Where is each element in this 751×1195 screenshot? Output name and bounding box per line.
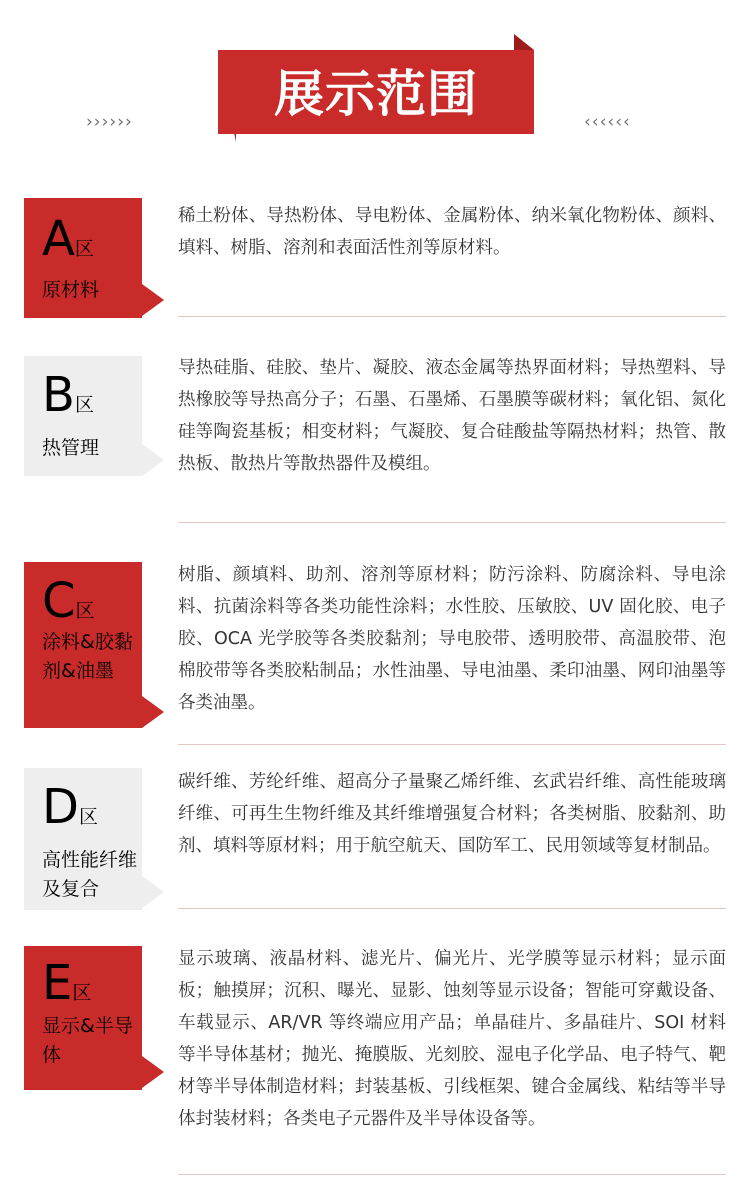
zone-letter: A <box>42 211 75 267</box>
zone-label: 原材料 <box>42 279 100 301</box>
zone-suffix: 区 <box>78 806 98 828</box>
zone-letter: C <box>42 573 76 629</box>
header-banner <box>216 34 536 144</box>
zone-tag-b <box>24 356 162 476</box>
zone-letter: E <box>42 955 73 1011</box>
page-title: 展示范围 <box>274 65 478 123</box>
zone-letter: B <box>42 367 75 423</box>
right-chevrons-decoration: ‹‹‹‹‹‹ <box>584 112 631 132</box>
zone-description: 导热硅脂、硅胶、垫片、凝胶、液态金属等热界面材料；导热塑料、导热橡胶等导热高分子；石墨、石墨烯、石墨膜等碳材料；氧化铝、氮化硅等陶瓷基板；相变材料；气凝胶、复合硅酸盐等隔热材料；热管、散热板、散热片等散热器件及模组。 <box>178 358 726 474</box>
zone-label: 涂料&胶黏剂&油墨 <box>42 631 133 682</box>
zone-suffix: 区 <box>74 394 94 416</box>
zone-label: 显示&半导体 <box>42 1015 133 1066</box>
zone-letter: D <box>42 779 79 835</box>
zone-description: 显示玻璃、液晶材料、滤光片、偏光片、光学膜等显示材料；显示面板；触摸屏；沉积、曝光、显影、蚀刻等显示设备；智能可穿戴设备、车载显示、AR/VR 等终端应用产品；单晶硅片、多晶硅片、SOI 材料等半导体基材；抛光、掩膜版、光刻胶、湿电子化学品、电子特气、靶材等半导体制造材料；封装基板、引线框架、键合金属线、粘结等半导体封装材料；各类电子元器件及半导体设备等。 <box>178 949 726 1129</box>
section-divider <box>178 1174 726 1175</box>
zone-description: 碳纤维、芳纶纤维、超高分子量聚乙烯纤维、玄武岩纤维、高性能玻璃纤维、可再生生物纤维及其纤维增强复合材料；各类树脂、胶黏剂、助剂、填料等原材料；用于航空航天、国防军工、民用领域等复材制品。 <box>178 772 726 856</box>
section-divider <box>178 744 726 745</box>
left-chevrons-decoration: ›››››› <box>86 112 133 132</box>
zone-label: 高性能纤维及复合 <box>42 849 138 900</box>
zone-suffix: 区 <box>72 982 92 1004</box>
section-divider <box>178 316 726 317</box>
zone-suffix: 区 <box>74 238 94 260</box>
zone-suffix: 区 <box>75 600 95 622</box>
zone-tag-e <box>24 946 162 1090</box>
zone-tag-c <box>24 562 162 728</box>
zone-description: 稀土粉体、导热粉体、导电粉体、金属粉体、纳米氧化物粉体、颜料、填料、树脂、溶剂和表面活性剂等原材料。 <box>178 206 726 258</box>
zone-tag-a <box>24 198 162 318</box>
zone-label: 热管理 <box>42 437 100 459</box>
zone-tag-d <box>24 768 162 910</box>
zone-description: 树脂、颜填料、助剂、溶剂等原材料；防污涂料、防腐涂料、导电涂料、抗菌涂料等各类功能性涂料；水性胶、压敏胶、UV 固化胶、电子胶、OCA 光学胶等各类胶黏剂；导电胶带、透明胶带、高温胶带、泡棉胶带等各类胶粘制品；水性油墨、导电油墨、柔印油墨、网印油墨等各类油墨。 <box>178 565 726 713</box>
section-divider <box>178 908 726 909</box>
section-divider <box>178 522 726 523</box>
